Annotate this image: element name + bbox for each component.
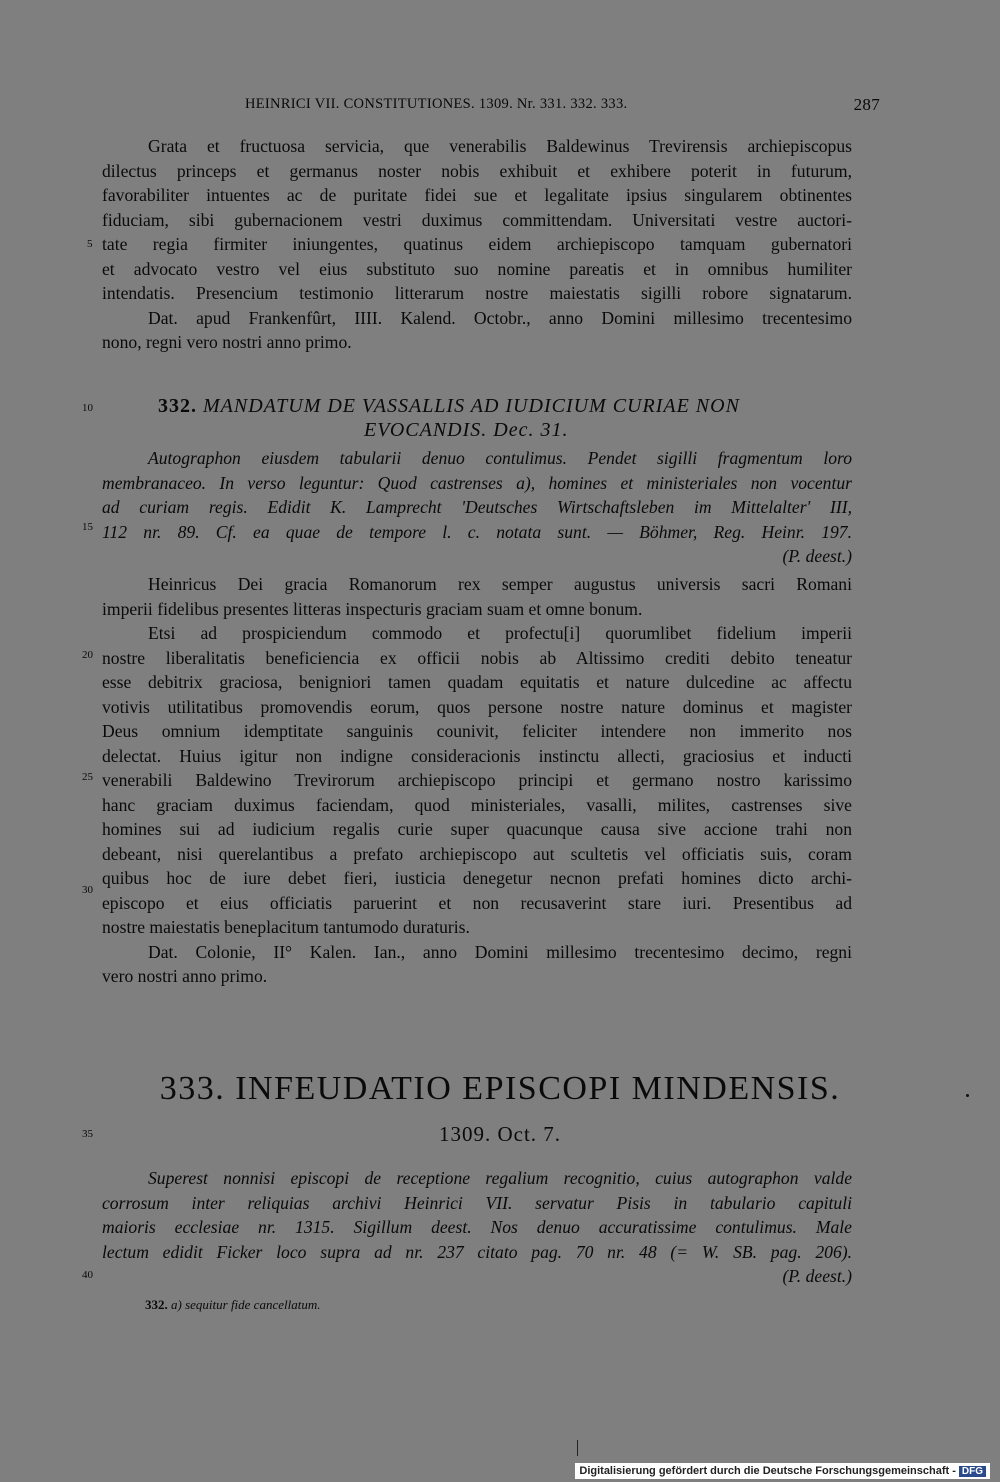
doc332-text — [102, 572, 852, 989]
intro-line: Superest nonnisi episcopi de receptione regalium recognitio, cuius autographon valde — [148, 1168, 852, 1188]
text-line: nono, regni vero nostri anno primo. — [102, 332, 352, 352]
text-line: esse debitrix graciosa, benigniori tamen quadam equitatis et nature dulcedine ac affectu — [102, 672, 852, 692]
intro-line: ad curiam regis. Edidit K. Lamprecht 'Deutsches Wirtschaftsleben im Mittelalter' III, — [102, 497, 852, 517]
intro-line: 112 nr. 89. Cf. ea quae de tempore l. c. notata sunt. — Böhmer, Reg. Heinr. 197. — [102, 521, 852, 542]
text-line: imperii fidelibus presentes litteras inspecturis graciam suam et omne bonum. — [102, 598, 643, 619]
intro-line: Autographon eiusdem tabularii denuo contulimus. Pendet sigilli fragmentum loro — [148, 448, 852, 468]
dfg-logo: DFG — [959, 1466, 986, 1477]
text-line: Deus omnium idemptitate sanguinis counivit, feliciter intendere non immerito nos — [102, 721, 852, 741]
line-number: 35 — [82, 1128, 93, 1140]
text-line: tate regia firmiter iniungentes, quatinus eidem archiepiscopo tamquam gubernatori — [102, 234, 852, 254]
text-line: intendatis. Presencium testimonio litterarum nostre maiestatis sigilli robore signatarum. — [102, 283, 852, 303]
doc332-title: MANDATUM DE VASSALLIS AD IUDICIUM CURIAE NON — [203, 395, 740, 417]
doc332-title-line2: EVOCANDIS. Dec. 31. — [364, 419, 569, 441]
text-line: nostre liberalitatis beneficiencia ex officii nobis ab Altissimo crediti debito teneatur — [102, 647, 852, 668]
line-number: 30 — [82, 884, 93, 896]
text-line: favorabiliter intuentes ac de puritate fidei sue et legalitate ipsius singularem obtinentes — [102, 185, 852, 205]
text-line: homines sui ad iudicium regalis curie super quacunque causa sive accione trahi non — [102, 819, 852, 839]
line-number: 5 — [87, 238, 93, 250]
text-line: nostre maiestatis beneplacitum tantumodo duraturis. — [102, 917, 470, 937]
text-line: hanc graciam duximus faciendam, quod ministeriales, vasalli, milites, castrenses sive — [102, 794, 852, 815]
text-line: quibus hoc de iure debet fieri, iusticia denegetur necnon prefati homines dicto archi- — [102, 868, 852, 888]
intro-sigla: (P. deest.) — [782, 546, 852, 566]
text-line: votivis utilitatibus promovendis eorum, quos persone nostre nature dominus et magister — [102, 696, 852, 717]
footer-text: Digitalisierung gefördert durch die Deutsche Forschungsgemeinschaft - — [579, 1465, 956, 1477]
text-line: debeant, nisi querelantibus a prefato archiepiscopo aut scultetis vel officiatis suis, coram — [102, 843, 852, 864]
text-line: episcopo et eius officiatis paruerint et non recusaverint stare iuri. Presentibus ad — [102, 892, 852, 913]
doc333-title: 333. INFEUDATIO EPISCOPI MINDENSIS. — [159, 1070, 841, 1107]
intro-line: corrosum inter reliquias archivi Heinrici VII. servatur Pisis in tabulario capituli — [102, 1192, 852, 1213]
line-number: 25 — [82, 771, 93, 783]
line-number: 20 — [82, 649, 93, 661]
line-number: 15 — [82, 521, 93, 533]
line-number: 40 — [82, 1269, 93, 1281]
footnote-ref: 332. — [145, 1297, 168, 1312]
page-mark — [577, 1440, 578, 1456]
doc333-date: 1309. Oct. 7. — [438, 1122, 562, 1146]
text-line: vero nostri anno primo. — [102, 966, 268, 986]
line-number: 10 — [82, 402, 93, 414]
doc331-text — [102, 134, 852, 355]
ink-dot — [966, 1094, 969, 1097]
intro-line: lectum edidit Ficker loco supra ad nr. 237 citato pag. 70 nr. 48 (= W. SB. pag. 206). — [102, 1241, 852, 1262]
text-line: fiduciam, sibi gubernacionem vestri duximus committendam. Universitati vestre auctori- — [102, 209, 852, 230]
text-line: et advocato vestro vel eius substituto suo nomine pareatis et in omnibus humiliter — [102, 258, 852, 279]
text-line: dilectus princeps et germanus noster nobis exhibuit et exhibere poterit in futurum, — [102, 160, 852, 181]
text-line: venerabili Baldewino Trevirorum archiepiscopo principi et germano nostro karissimo — [102, 770, 852, 790]
footnote — [145, 1297, 320, 1313]
doc332-number: 332. — [158, 395, 197, 417]
intro-sigla: (P. deest.) — [782, 1266, 852, 1286]
intro-line: membranaceo. In verso leguntur: Quod castrenses a), homines et ministeriales non vocentur — [102, 472, 852, 493]
page-number: 287 — [853, 95, 880, 114]
text-line: Dat. apud Frankenfûrt, IIII. Kalend. Octobr., anno Domini millesimo trecentesimo — [148, 307, 852, 328]
doc332-title-line1 — [158, 395, 740, 418]
doc333-intro — [102, 1166, 852, 1289]
text-line: Dat. Colonie, II° Kalen. Ian., anno Domini millesimo trecentesimo decimo, regni — [148, 941, 852, 962]
intro-line: maioris ecclesiae nr. 1315. Sigillum deest. Nos denuo accuratissime contulimus. Male — [102, 1217, 852, 1237]
running-header — [245, 96, 880, 113]
running-title: HEINRICI VII. CONSTITUTIONES. 1309. Nr. 331. 332. 333. — [245, 96, 628, 112]
dfg-footer — [575, 1463, 990, 1479]
text-line: Grata et fructuosa servicia, que venerabilis Baldewinus Trevirensis archiepiscopus — [148, 136, 852, 156]
text-line: Etsi ad prospiciendum commodo et profectu[i] quorumlibet fidelium imperii — [148, 623, 852, 643]
footnote-text: a) sequitur fide cancellatum. — [171, 1297, 321, 1312]
text-line: delectat. Huius igitur non indigne consideracionis instinctu allecti, graciosius et inducti — [102, 745, 852, 766]
doc332-intro — [102, 446, 852, 569]
text-line: Heinricus Dei gracia Romanorum rex semper augustus universis sacri Romani — [148, 574, 852, 594]
